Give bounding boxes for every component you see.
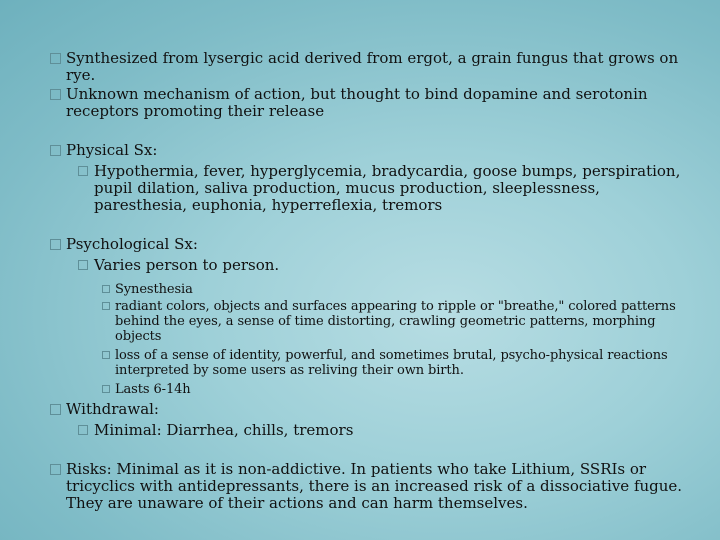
sub-sub-bullet-identity (50, 348, 690, 378)
bullet-box-icon (78, 260, 88, 270)
bullet-risks (50, 461, 690, 512)
bullet-text: Hypothermia, fever, hyperglycemia, bradycardia, goose bumps, perspiration, pupil dilation, saliva production, mucus production, sleeplessness, paresthesia, euphonia, hyperreflexia, tremors (94, 162, 681, 214)
bullet-box-icon (102, 351, 110, 359)
bullet-box-icon (78, 166, 88, 176)
bullet-text: Physical Sx: (66, 141, 158, 159)
bullet-box-icon (50, 53, 61, 64)
bullet-synthesis (50, 50, 690, 84)
bullet-text: radiant colors, objects and surfaces appearing to ripple or "breathe," colored patterns behind the eyes, a sense of time distorting, crawling geometric patterns, morphing objects (115, 299, 676, 344)
bullet-mechanism (50, 86, 690, 120)
sub-sub-bullet-duration (50, 382, 690, 397)
bullet-box-icon (50, 404, 61, 415)
bullet-text: Synesthesia (115, 282, 193, 297)
sub-sub-bullet-visuals (50, 299, 690, 344)
bullet-box-icon (78, 425, 88, 435)
bullet-box-icon (50, 89, 61, 100)
bullet-text: Minimal: Diarrhea, chills, tremors (94, 421, 354, 439)
bullet-box-icon (102, 285, 110, 293)
sub-sub-bullet-synesthesia (50, 282, 690, 297)
bullet-psychological-sx (50, 236, 690, 253)
bullet-box-icon (102, 302, 110, 310)
bullet-box-icon (50, 145, 61, 156)
bullet-text: Risks: Minimal as it is non-addictive. In patients who take Lithium, SSRIs or tricyclics with antidepressants, there is an increased risk of a dissociative fugue. They are unaware of their actions and can harm themselves. (66, 460, 683, 512)
bullet-box-icon (50, 239, 61, 250)
bullet-text: Lasts 6-14h (115, 382, 191, 397)
bullet-text: Synthesized from lysergic acid derived from ergot, a grain fungus that grows on rye. (66, 49, 679, 84)
bullet-text: Psychological Sx: (66, 235, 198, 253)
bullet-withdrawal (50, 401, 690, 418)
sub-bullet-varies (50, 257, 690, 274)
bullet-text: loss of a sense of identity, powerful, and sometimes brutal, psycho-physical reactions interpreted by some users as reliving their own birth. (115, 348, 668, 378)
bullet-text: Unknown mechanism of action, but thought to bind dopamine and serotonin receptors promoting their release (66, 85, 648, 120)
bullet-box-icon (50, 464, 61, 475)
sub-bullet-withdrawal-details (50, 422, 690, 439)
bullet-text: Withdrawal: (66, 400, 159, 418)
bullet-box-icon (102, 385, 110, 393)
bullet-text: Varies person to person. (94, 256, 280, 274)
sub-bullet-physical-list (50, 163, 690, 214)
bullet-physical-sx (50, 142, 690, 159)
bullet-list (50, 50, 690, 512)
